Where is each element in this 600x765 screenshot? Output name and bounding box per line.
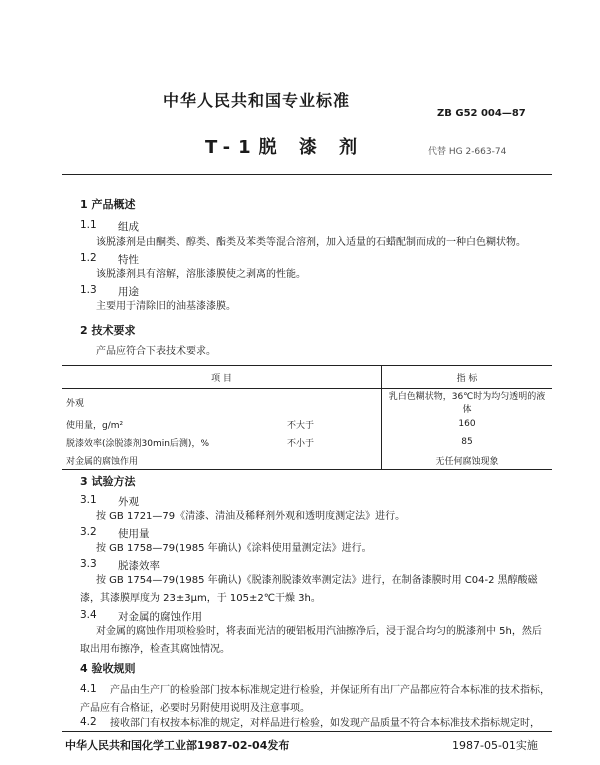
- row-value: 160: [382, 415, 553, 433]
- footer-rule: [62, 731, 552, 732]
- issued-by: 中华人民共和国化学工业部1987-02-04发布: [65, 739, 290, 752]
- document-title: T-1脱 漆 剂: [205, 137, 366, 158]
- row-item: 脱漆效率(涂脱漆剂30min后测)，%: [66, 438, 209, 449]
- row-item: 外观: [66, 398, 85, 409]
- col-index-header: 指 标: [382, 366, 553, 389]
- row-item: 对金属的腐蚀作用: [62, 451, 283, 470]
- clause-1-1-title: 组成: [118, 221, 139, 233]
- clause-4-1-number: 4.1: [80, 683, 97, 695]
- clause-3-2-text: 按 GB 1758—79(1985 年确认)《涂料使用量测定法》进行。: [96, 543, 372, 554]
- header-rule: [62, 174, 552, 175]
- clause-3-3-title: 脱漆效率: [118, 560, 160, 572]
- row-condition: [283, 451, 382, 470]
- clause-3-4-number: 3.4: [80, 609, 97, 621]
- clause-1-2-title: 特性: [118, 254, 139, 266]
- clause-3-1-title: 外观: [118, 496, 139, 508]
- clause-3-3-text: 按 GB 1754—79(1985 年确认)《脱漆剂脱漆效率测定法》进行，在制备漆膜时用 C04-2 黑醇酸磁漆，其漆膜厚度为 23±3μm，于 105±2℃干燥 3h。: [80, 575, 538, 604]
- clause-3-1-text: 按 GB 1721—79《清漆、清油及稀释剂外观和透明度测定法》进行。: [96, 511, 406, 522]
- replaces-note: 代替 HG 2-663-74: [428, 147, 507, 157]
- section-2-heading: 2 技术要求: [80, 324, 136, 337]
- clause-1-1-number: 1.1: [80, 219, 97, 231]
- clause-3-4-title: 对金属的腐蚀作用: [118, 611, 202, 623]
- table-row: [62, 451, 552, 470]
- effective-date: 1987-05-01实施: [452, 739, 538, 752]
- section-4-heading: 4 验收规则: [80, 662, 136, 675]
- row-item: 使用量，g/m²: [66, 420, 124, 431]
- standard-code: ZB G52 004—87: [437, 108, 526, 119]
- clause-1-3-text: 主要用于清除旧的油基漆漆膜。: [96, 301, 236, 312]
- clause-1-3-title: 用途: [118, 286, 139, 298]
- clause-3-4-text: 对金属的腐蚀作用项检验时，将表面光洁的硬铝板用汽油擦净后，浸于混合均匀的脱漆剂中 5h，然后取出用布擦净，检查其腐蚀情况。: [80, 626, 542, 655]
- org-title: 中华人民共和国专业标准: [163, 91, 351, 110]
- clause-3-2-number: 3.2: [80, 526, 97, 538]
- spec-table: [62, 365, 552, 470]
- clause-3-3-number: 3.3: [80, 558, 97, 570]
- row-value: 无任何腐蚀现象: [382, 451, 553, 470]
- table-row: [62, 415, 552, 433]
- col-item-header: 项 目: [62, 366, 382, 389]
- section-3-heading: 3 试验方法: [80, 475, 136, 488]
- clause-1-1-text: 该脱漆剂是由酮类、醇类、酯类及苯类等混合溶剂，加入适量的石蜡配制而成的一种白色糊状物。: [96, 237, 526, 248]
- section-1-heading: 1 产品概述: [80, 198, 136, 211]
- section-2-intro: 产品应符合下表技术要求。: [96, 346, 216, 357]
- clause-1-2-text: 该脱漆剂具有溶解，溶胀漆膜使之剥离的性能。: [96, 269, 306, 280]
- clause-4-2-number: 4.2: [80, 716, 97, 728]
- clause-4-2-text: 接收部门有权按本标准的规定，对样品进行检验，如发现产品质量不符合本标准技术指标规定时，: [110, 718, 540, 729]
- row-value: 乳白色糊状物，36℃时为均匀透明的液体: [382, 389, 553, 416]
- table-row: [62, 433, 552, 451]
- row-condition: [283, 389, 382, 416]
- clause-1-3-number: 1.3: [80, 284, 97, 296]
- clause-3-2-title: 使用量: [118, 528, 150, 540]
- clause-4-1-text: 产品由生产厂的检验部门按本标准规定进行检验，并保证所有出厂产品都应符合本标准的技术指标，产品应有合格证，必要时另附使用说明及注意事项。: [80, 685, 550, 714]
- table-header-row: [62, 366, 552, 389]
- clause-3-1-number: 3.1: [80, 494, 97, 506]
- row-value: 85: [382, 433, 553, 451]
- table-row: [62, 389, 552, 416]
- clause-1-2-number: 1.2: [80, 252, 97, 264]
- row-condition: 不大于: [287, 420, 315, 431]
- row-condition: 不小于: [287, 438, 315, 449]
